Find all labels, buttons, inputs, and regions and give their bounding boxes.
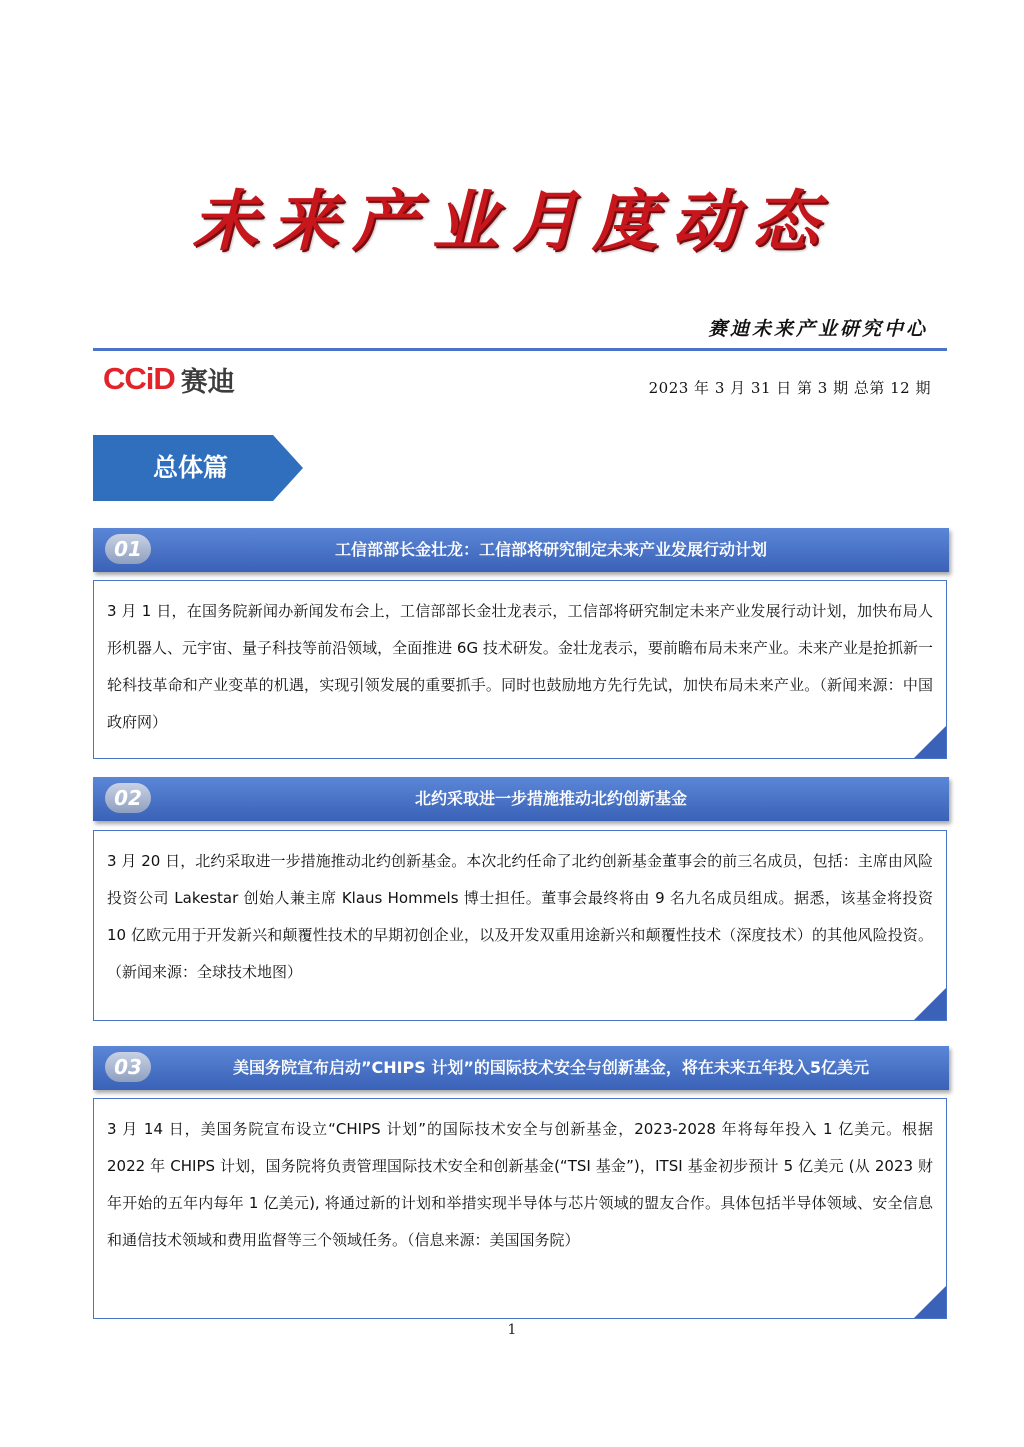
logo-mark: CCiD: [103, 361, 175, 396]
corner-fold-decoration: [914, 1286, 946, 1318]
news-header-01: [93, 528, 949, 572]
news-box-01: [93, 580, 947, 759]
news-body: 3 月 1 日，在国务院新闻办新闻发布会上，工信部部长金壮龙表示，工信部将研究制定未来产业发展行动计划，加快布局人形机器人、元宇宙、量子科技等前沿领域，全面推进 6G 技术研发。金壮龙表示，要前瞻布局未来产业。未来产业是抢抓新一轮科技革命和产业变革的机遇，实现引领发展的重要抓手。同时也鼓励地方先行先试，加快布局未来产业。（新闻来源：中国政府网）: [107, 602, 933, 731]
masthead-title: 未来产业月度动态: [192, 182, 832, 260]
news-body: 3 月 20 日，北约采取进一步措施推动北约创新基金。本次北约任命了北约创新基金董事会的前三名成员，包括：主席由风险投资公司 Lakestar 创始人兼主席 Klaus Hommels 博士担任。董事会最终将由 9 名九名成员组成。据悉，该基金将投资 10 亿欧元用于开发新兴和颠覆性技术的早期初创企业，以及开发双重用途新兴和颠覆性技术（深度技术）的其他风险投资。（新闻来源：全球技术地图）: [107, 852, 933, 981]
news-header-03: [93, 1046, 949, 1090]
news-box-02: [93, 830, 947, 1021]
news-number-badge: 01: [105, 534, 151, 564]
news-number-badge: 03: [105, 1052, 151, 1082]
header-divider: [93, 348, 947, 351]
issue-line: 2023 年 3 月 31 日 第 3 期 总第 12 期: [648, 379, 931, 397]
news-title: 工信部部长金壮龙：工信部将研究制定未来产业发展行动计划: [334, 540, 767, 559]
page-number: 1: [507, 1322, 517, 1338]
logo-cn: 赛迪: [180, 366, 235, 398]
section-label: 总体篇: [152, 453, 228, 482]
news-title: 北约采取进一步措施推动北约创新基金: [414, 789, 687, 808]
news-body: 3 月 14 日，美国务院宣布设立“CHIPS 计划”的国际技术安全与创新基金，2023-2028 年将每年投入 1 亿美元。根据 2022 年 CHIPS 计划，国务院将负责管理国际技术安全和创新基金(“TSI 基金”)，ITSI 基金初步预计 5 亿美元 (从 2023 财年开始的五年内每年 1 亿美元), 将通过新的计划和举措实现半导体与芯片领域的盟友合作。具体包括半导体领域、安全信息和通信技术领域和费用监督等三个领域任务。（信息来源：美国国务院）: [107, 1120, 933, 1249]
research-center-name: 赛迪未来产业研究中心: [707, 318, 928, 340]
news-header-02: [93, 777, 949, 821]
corner-fold-decoration: [914, 988, 946, 1020]
news-title: 美国务院宣布启动”CHIPS 计划”的国际技术安全与创新基金，将在未来五年投入5亿美元: [232, 1058, 870, 1077]
ccid-logo: [103, 362, 235, 396]
news-number-badge: 02: [105, 783, 151, 813]
news-box-03: [93, 1098, 947, 1319]
